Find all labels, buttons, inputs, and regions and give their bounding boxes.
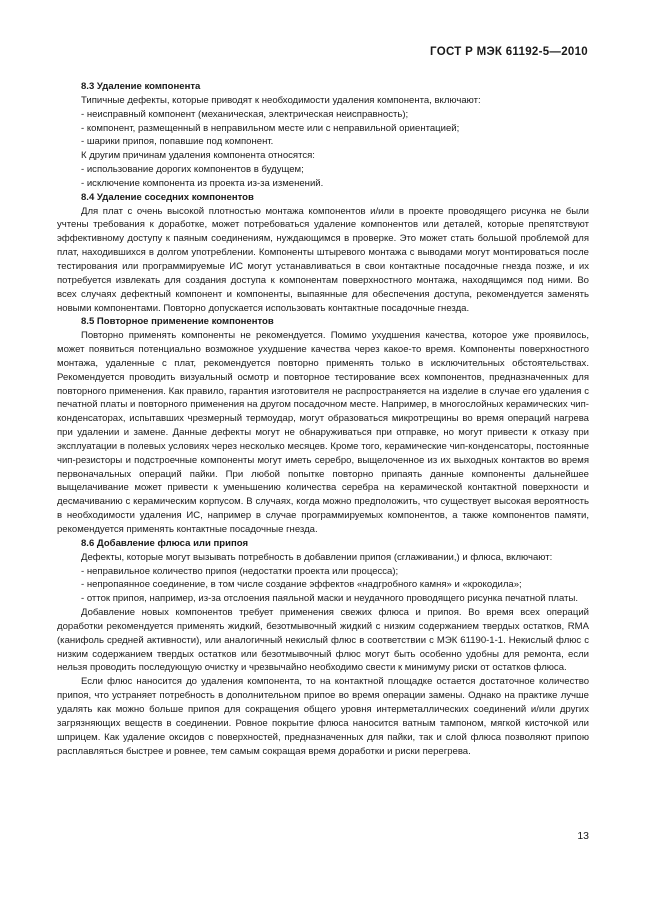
- section-heading: 8.5 Повторное применение компонентов: [81, 316, 274, 328]
- paragraph: Если флюс наносится до удаления компонента, то на контактной площадке остается достаточное количество припоя, что устраняет потребность в дополнительном припое во время операции замены. Однако на практике лучше удалять как можно больше припоя для сокращения общего уровня интерметаллических соединений и/или других загрязняющих веществ в соединении. Ровное покрытие флюса наносится ватным тампоном, мягкой кисточкой или шприцем. Как удаление оксидов с поверхностей, предназначенных для пайки, так и слой флюса позволяют припою расплавляться быстрее и ровнее, тем самым сокращая время доработки и риски перегрева.: [57, 676, 589, 757]
- paragraph: Дефекты, которые могут вызывать потребность в добавлении припоя (сглаживании,) и флюса, включают:: [81, 551, 553, 563]
- section-heading: 8.3 Удаление компонента: [81, 81, 201, 92]
- list-item: - использование дорогих компонентов в будущем;: [81, 164, 304, 176]
- list-item: - шарики припоя, попавшие под компонент.: [81, 136, 274, 148]
- section-heading: 8.4 Удаление соседних компонентов: [81, 191, 254, 203]
- list-item: - неисправный компонент (механическая, электрическая неисправность);: [81, 108, 409, 120]
- page-number: 13: [577, 830, 589, 842]
- paragraph: Повторно применять компоненты не рекомендуется. Помимо ухудшения качества, которое уже проявилось, может появиться потенциально возможное ухудшение качества через какое-то время. Компоненты поверхностного монтажа, удаленные с плат, рекомендуется повторно применять только в исключительных обстоятельствах. Рекомендуется проводить визуальный осмотр и повторное тестирование всех компонентов, предназначенных для повторного применения. Как правило, гарантия изготовителя не распространяется на изделие в случае его удаления с печатной платы и повторного применения на другом посадочном месте. Например, в многослойных керамических чип-конденсаторах, испытавших чрезмерный термоудар, могут образоваться микротрещины во время операций нагрева при удалении и замене. Данные дефекты могут не обнаруживаться при отправке, но могут привести к отказу при эксплуатации в полевых условиях через несколько месяцев. Кроме того, керамические чип-конденсаторы, постоянные чип-резисторы и подстроечные компоненты могут иметь серебро, выщелоченное из их выходных контактов во время первоначальных операций пайки. При любой попытке повторно припаять данные компоненты дальнейшее выщелачивание может привести к уменьшению количества серебра на керамической контактной поверхности и десмачиванию с керамическим корпусом. В случаях, когда можно предположить, что существует высокая вероятность в необходимости удаления ИС, например в случае программируемых компонентов, а также компонентов памяти, рекомендуется применять контактные посадочные гнезда.: [57, 330, 589, 535]
- paragraph: Типичные дефекты, которые приводят к необходимости удаления компонента, включают:: [81, 94, 481, 106]
- list-item: - непропаянное соединение, в том числе создание эффектов «надгробного камня» и «крокодила»;: [81, 579, 522, 591]
- list-item: - отток припоя, например, из-за отслоения паяльной маски и неудачного проводящего рисунка печатной платы.: [81, 593, 578, 605]
- paragraph: Добавление новых компонентов требует применения свежих флюса и припоя. Во время всех операций доработки рекомендуется применять жидкий, безотмывочный жидкий с низким содержанием твердых остатков, RMA (канифоль средней активности), или аналогичный некислый флюс в соответствии с МЭК 61190-1-1. Некислый флюс с низким содержанием твердых остатков или безотмывочный флюс могут быть особенно удобны для ремонта, если нельзя проводить последующую очистку и чрезвычайно необходимо свести к минимуму риски от остатков флюса.: [57, 607, 589, 674]
- section-heading: 8.6 Добавление флюса или припоя: [81, 537, 249, 549]
- paragraph: Для плат с очень высокой плотностью монтажа компонентов и/или в проекте проводящего рисунка не были учтены требования к доработке, может потребоваться удаление компонентов или деталей, которые препятствуют эффективному доступу к паяным соединениям, нуждающимся в проверке. Это может стать большой проблемой для плат, находившихся в долгом употреблении. Компоненты штыревого монтажа с выводами могут монтироваться после тестирования или программируемые ИС могут устанавливаться в свои контактные посадочные гнезда позже, и их потребуется извлекать для создания доступа к компонентам поверхностного монтажа, находящимся под ними. Во всех случаях дефектный компонент и компоненты, выпаянные для обеспечения доступа, рекомендуется заменять новыми компонентами. Повторно допускается использовать контактные посадочные гнезда.: [57, 205, 589, 314]
- list-item: - исключение компонента из проекта из-за изменений.: [81, 177, 324, 189]
- paragraph: К другим причинам удаления компонента относятся:: [81, 150, 315, 162]
- document-body: [57, 80, 589, 758]
- list-item: - компонент, размещенный в неправильном месте или с неправильной ориентацией;: [81, 122, 460, 134]
- list-item: - неправильное количество припоя (недостатки проекта или процесса);: [81, 565, 399, 577]
- standard-header: ГОСТ Р МЭК 61192-5—2010: [430, 46, 588, 58]
